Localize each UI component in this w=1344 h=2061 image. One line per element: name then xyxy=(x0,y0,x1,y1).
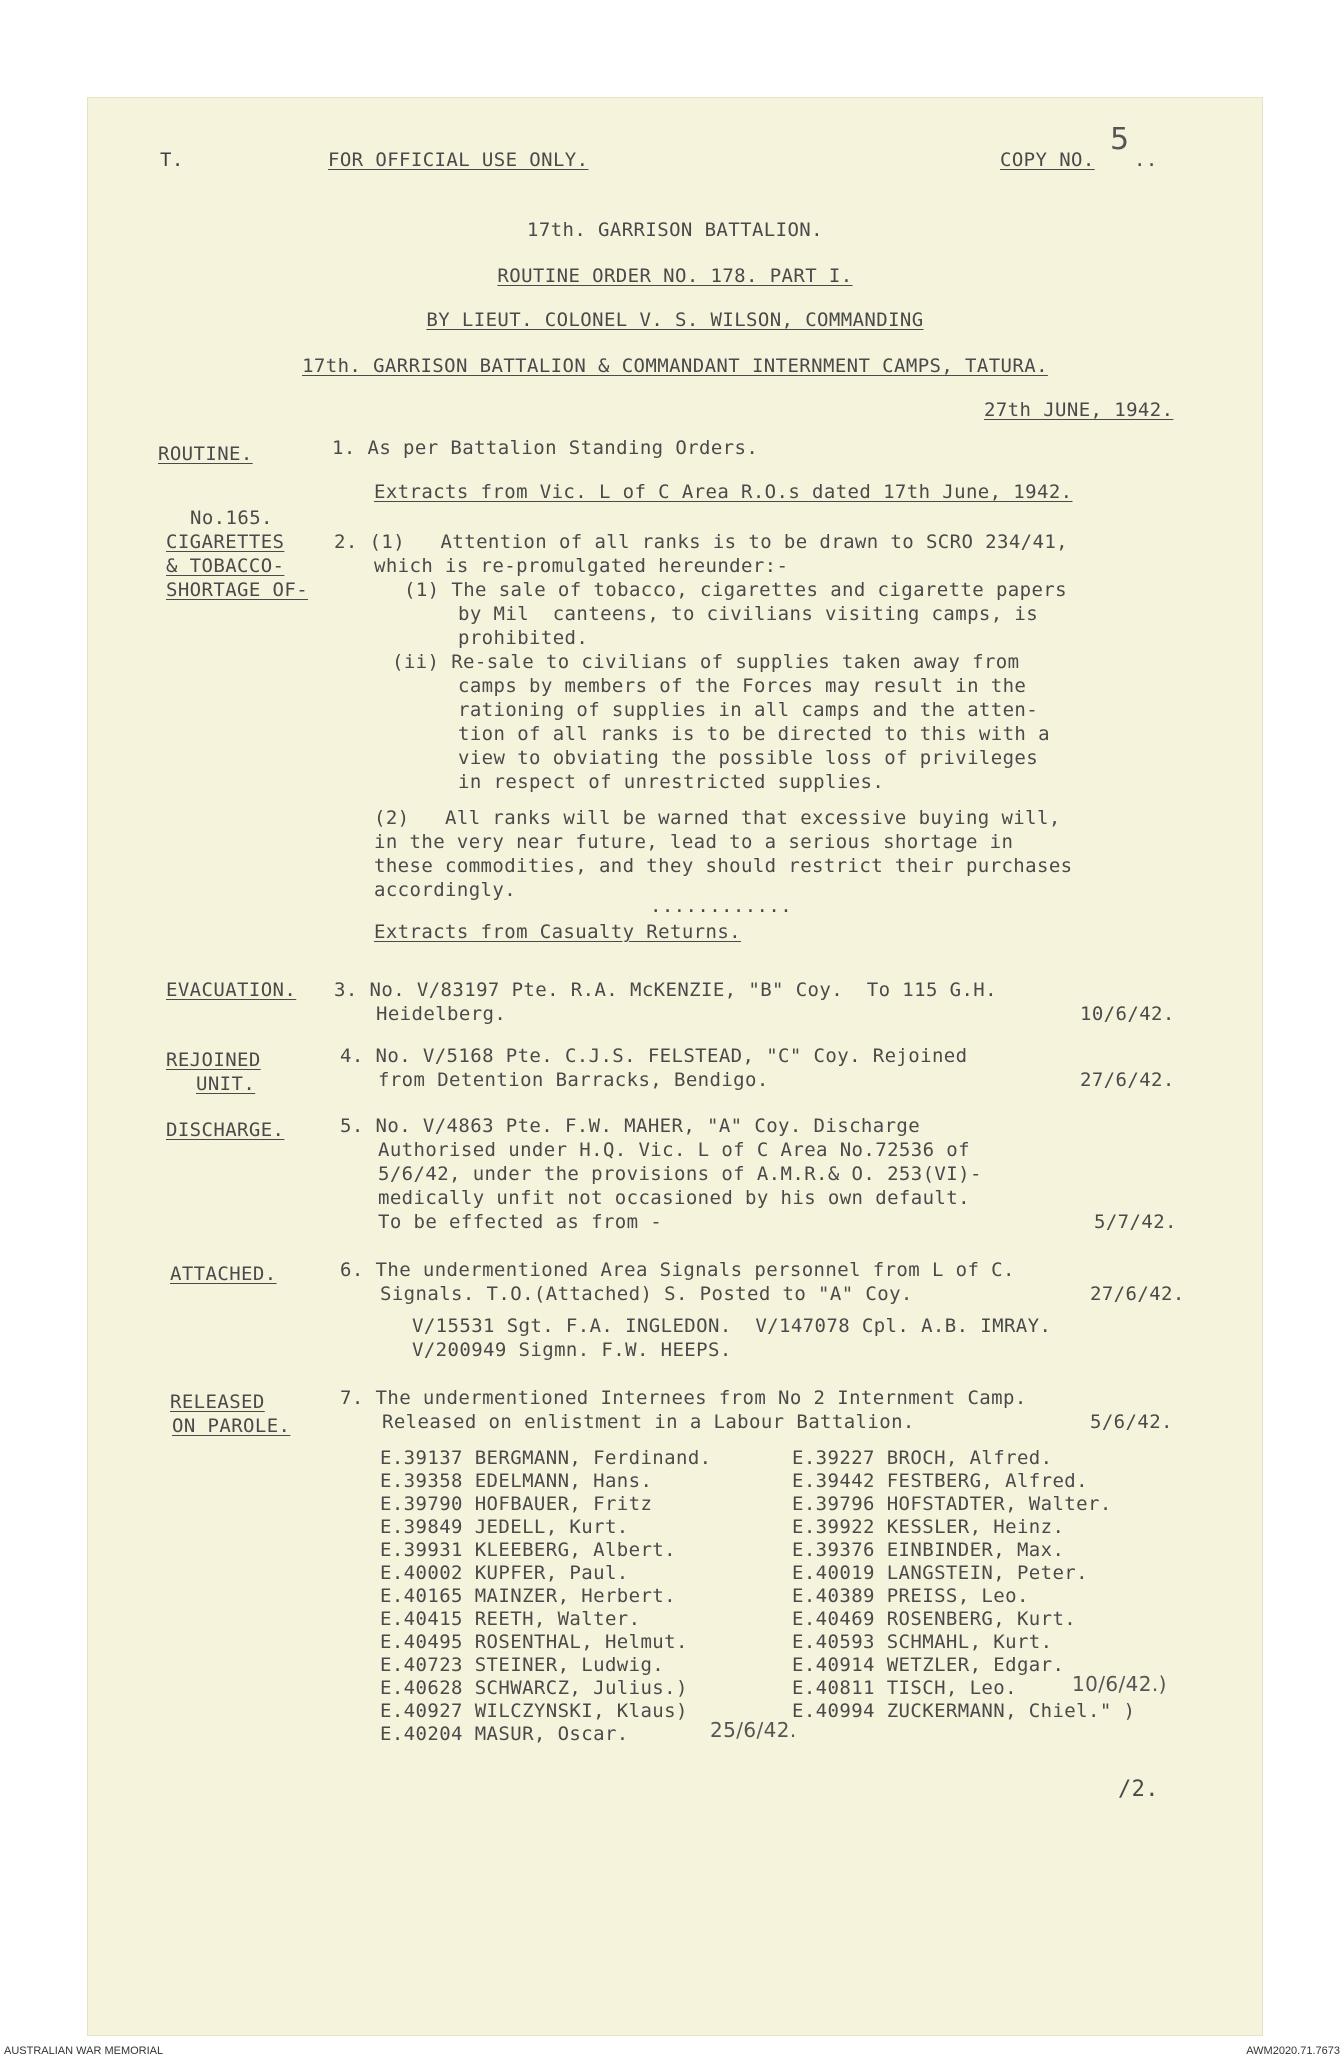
separator: ............ xyxy=(650,895,793,917)
corner-mark: T. xyxy=(160,149,184,171)
internee-left: E.40628 SCHWARCZ, Julius.) xyxy=(380,1677,688,1699)
internee-left: E.39931 KLEEBERG, Albert. xyxy=(380,1539,676,1561)
internee-left: E.40002 KUPFER, Paul. xyxy=(380,1562,629,1584)
copy-label: COPY NO. xyxy=(1000,149,1095,171)
cig-line: tion of all ranks is to be directed to this with a xyxy=(458,723,1050,745)
evacuation-heading: EVACUATION. xyxy=(166,979,297,1001)
released-heading-1: RELEASED xyxy=(170,1391,265,1413)
released-line: Released on enlistment in a Labour Battalion. xyxy=(382,1411,915,1433)
cig-heading-3: SHORTAGE OF- xyxy=(166,579,309,601)
released-line: 7. The undermentioned Internees from No 2 Internment Camp. xyxy=(340,1387,1027,1409)
order-title: ROUTINE ORDER NO. 178. PART I. xyxy=(497,265,853,287)
internee-right: E.40389 PREISS, Leo. xyxy=(792,1585,1029,1607)
copy-dots: .. xyxy=(1134,149,1158,171)
internee-left: E.39137 BERGMANN, Ferdinand. xyxy=(380,1447,712,1469)
extracts-vic: Extracts from Vic. L of C Area R.O.s dated 17th June, 1942. xyxy=(374,481,1073,503)
classification: FOR OFFICIAL USE ONLY. xyxy=(328,149,589,171)
evac-date: 10/6/42. xyxy=(1080,1003,1175,1025)
internee-left: E.40927 WILCZYNSKI, Klaus) xyxy=(380,1700,688,1722)
attached-line: Signals. T.O.(Attached) S. Posted to "A" Coy. xyxy=(380,1283,913,1305)
cig-line: rationing of supplies in all camps and the atten- xyxy=(458,699,1039,721)
internee-left: E.39790 HOFBAUER, Fritz xyxy=(380,1493,653,1515)
cig-line: in the very near future, lead to a serious shortage in xyxy=(374,831,1014,853)
internee-right: E.40994 ZUCKERMANN, Chiel." ) xyxy=(792,1700,1136,1722)
rejoined-date: 27/6/42. xyxy=(1080,1069,1175,1091)
internee-right: E.40469 ROSENBERG, Kurt. xyxy=(792,1608,1077,1630)
handwritten-date-1: 10/6/42.) xyxy=(1072,1672,1167,1696)
unit-title: 17th. GARRISON BATTALION. xyxy=(527,219,823,241)
internee-right: E.39796 HOFSTADTER, Walter. xyxy=(792,1493,1112,1515)
internee-right: E.39376 EINBINDER, Max. xyxy=(792,1539,1065,1561)
cig-line: (ii) Re-sale to civilians of supplies taken away from xyxy=(392,651,1020,673)
cig-line: camps by members of the Forces may result in the xyxy=(458,675,1027,697)
internee-left: E.40165 MAINZER, Herbert. xyxy=(380,1585,676,1607)
handwritten-date-2: 25/6/42. xyxy=(710,1718,797,1742)
cig-heading-1: CIGARETTES xyxy=(166,531,285,553)
internee-left: E.39849 JEDELL, Kurt. xyxy=(380,1516,629,1538)
cig-line: prohibited. xyxy=(458,627,589,649)
command-line: 17th. GARRISON BATTALION & COMMANDANT INTERNMENT CAMPS, TATURA. xyxy=(302,355,1048,377)
attached-personnel: V/15531 Sgt. F.A. INGLEDON. V/147078 Cpl. A.B. IMRAY. xyxy=(412,1315,1052,1337)
rejoined-line: from Detention Barracks, Bendigo. xyxy=(378,1069,769,1091)
internee-left: E.40723 STEINER, Ludwig. xyxy=(380,1654,665,1676)
internee-right: E.40593 SCHMAHL, Kurt. xyxy=(792,1631,1053,1653)
attached-heading: ATTACHED. xyxy=(170,1263,277,1285)
discharge-line: Authorised under H.Q. Vic. L of C Area No.72536 of xyxy=(378,1139,970,1161)
internee-right: E.40914 WETZLER, Edgar. xyxy=(792,1654,1065,1676)
evac-line: 3. No. V/83197 Pte. R.A. McKENZIE, "B" Coy. To 115 G.H. xyxy=(334,979,997,1001)
internee-right: E.39922 KESSLER, Heinz. xyxy=(792,1516,1065,1538)
cig-line: (1) The sale of tobacco, cigarettes and cigarette papers xyxy=(404,579,1067,601)
cig-heading-ref: No.165. xyxy=(190,507,273,529)
attached-line: 6. The undermentioned Area Signals personnel from L of C. xyxy=(340,1259,1015,1281)
released-heading-2: ON PAROLE. xyxy=(172,1415,291,1437)
internee-left: E.40495 ROSENTHAL, Helmut. xyxy=(380,1631,688,1653)
cig-line: these commodities, and they should restrict their purchases xyxy=(374,855,1073,877)
cig-heading-2: & TOBACCO- xyxy=(166,555,285,577)
cig-line: in respect of unrestricted supplies. xyxy=(458,771,885,793)
discharge-heading: DISCHARGE. xyxy=(166,1119,285,1141)
discharge-line: 5/6/42, under the provisions of A.M.R.& O. 253(VI)- xyxy=(378,1163,982,1185)
footer-source: AUSTRALIAN WAR MEMORIAL xyxy=(4,2045,164,2057)
attached-personnel: V/200949 Sigmn. F.W. HEEPS. xyxy=(412,1339,732,1361)
discharge-date: 5/7/42. xyxy=(1094,1211,1177,1233)
cig-line: (2) All ranks will be warned that excessive buying will, xyxy=(374,807,1061,829)
cig-line: accordingly. xyxy=(374,879,517,901)
commanding-line: BY LIEUT. COLONEL V. S. WILSON, COMMANDING xyxy=(426,309,924,331)
rejoined-heading-1: REJOINED xyxy=(166,1049,261,1071)
cig-line: by Mil canteens, to civilians visiting camps, is xyxy=(458,603,1039,625)
internee-right: E.40019 LANGSTEIN, Peter. xyxy=(792,1562,1088,1584)
attached-date: 27/6/42. xyxy=(1090,1283,1185,1305)
evac-line: Heidelberg. xyxy=(376,1003,507,1025)
rejoined-line: 4. No. V/5168 Pte. C.J.S. FELSTEAD, "C" Coy. Rejoined xyxy=(340,1045,968,1067)
released-date: 5/6/42. xyxy=(1090,1411,1173,1433)
internee-left: E.40204 MASUR, Oscar. xyxy=(380,1723,629,1745)
discharge-line: medically unfit not occasioned by his own default. xyxy=(378,1187,970,1209)
copy-number: 5 xyxy=(1110,122,1130,157)
internee-right: E.39227 BROCH, Alfred. xyxy=(792,1447,1053,1469)
internee-left: E.39358 EDELMANN, Hans. xyxy=(380,1470,653,1492)
routine-text: 1. As per Battalion Standing Orders. xyxy=(332,437,759,459)
internee-left: E.40415 REETH, Walter. xyxy=(380,1608,641,1630)
discharge-line: To be effected as from - xyxy=(378,1211,663,1233)
discharge-line: 5. No. V/4863 Pte. F.W. MAHER, "A" Coy. Discharge xyxy=(340,1115,921,1137)
routine-heading: ROUTINE. xyxy=(158,443,253,465)
cig-line: view to obviating the possible loss of privileges xyxy=(458,747,1039,769)
internee-right: E.40811 TISCH, Leo. xyxy=(792,1677,1017,1699)
order-date: 27th JUNE, 1942. xyxy=(984,399,1174,421)
cig-line: 2. (1) Attention of all ranks is to be drawn to SCRO 234/41, xyxy=(334,531,1069,553)
next-page-marker: /2. xyxy=(1118,1777,1159,1802)
rejoined-heading-2: UNIT. xyxy=(196,1073,256,1095)
internee-right: E.39442 FESTBERG, Alfred. xyxy=(792,1470,1088,1492)
extracts-casualty: Extracts from Casualty Returns. xyxy=(374,921,742,943)
footer-accession: AWM2020.71.7673 xyxy=(1246,2045,1340,2057)
cig-line: which is re-promulgated hereunder:- xyxy=(374,555,789,577)
